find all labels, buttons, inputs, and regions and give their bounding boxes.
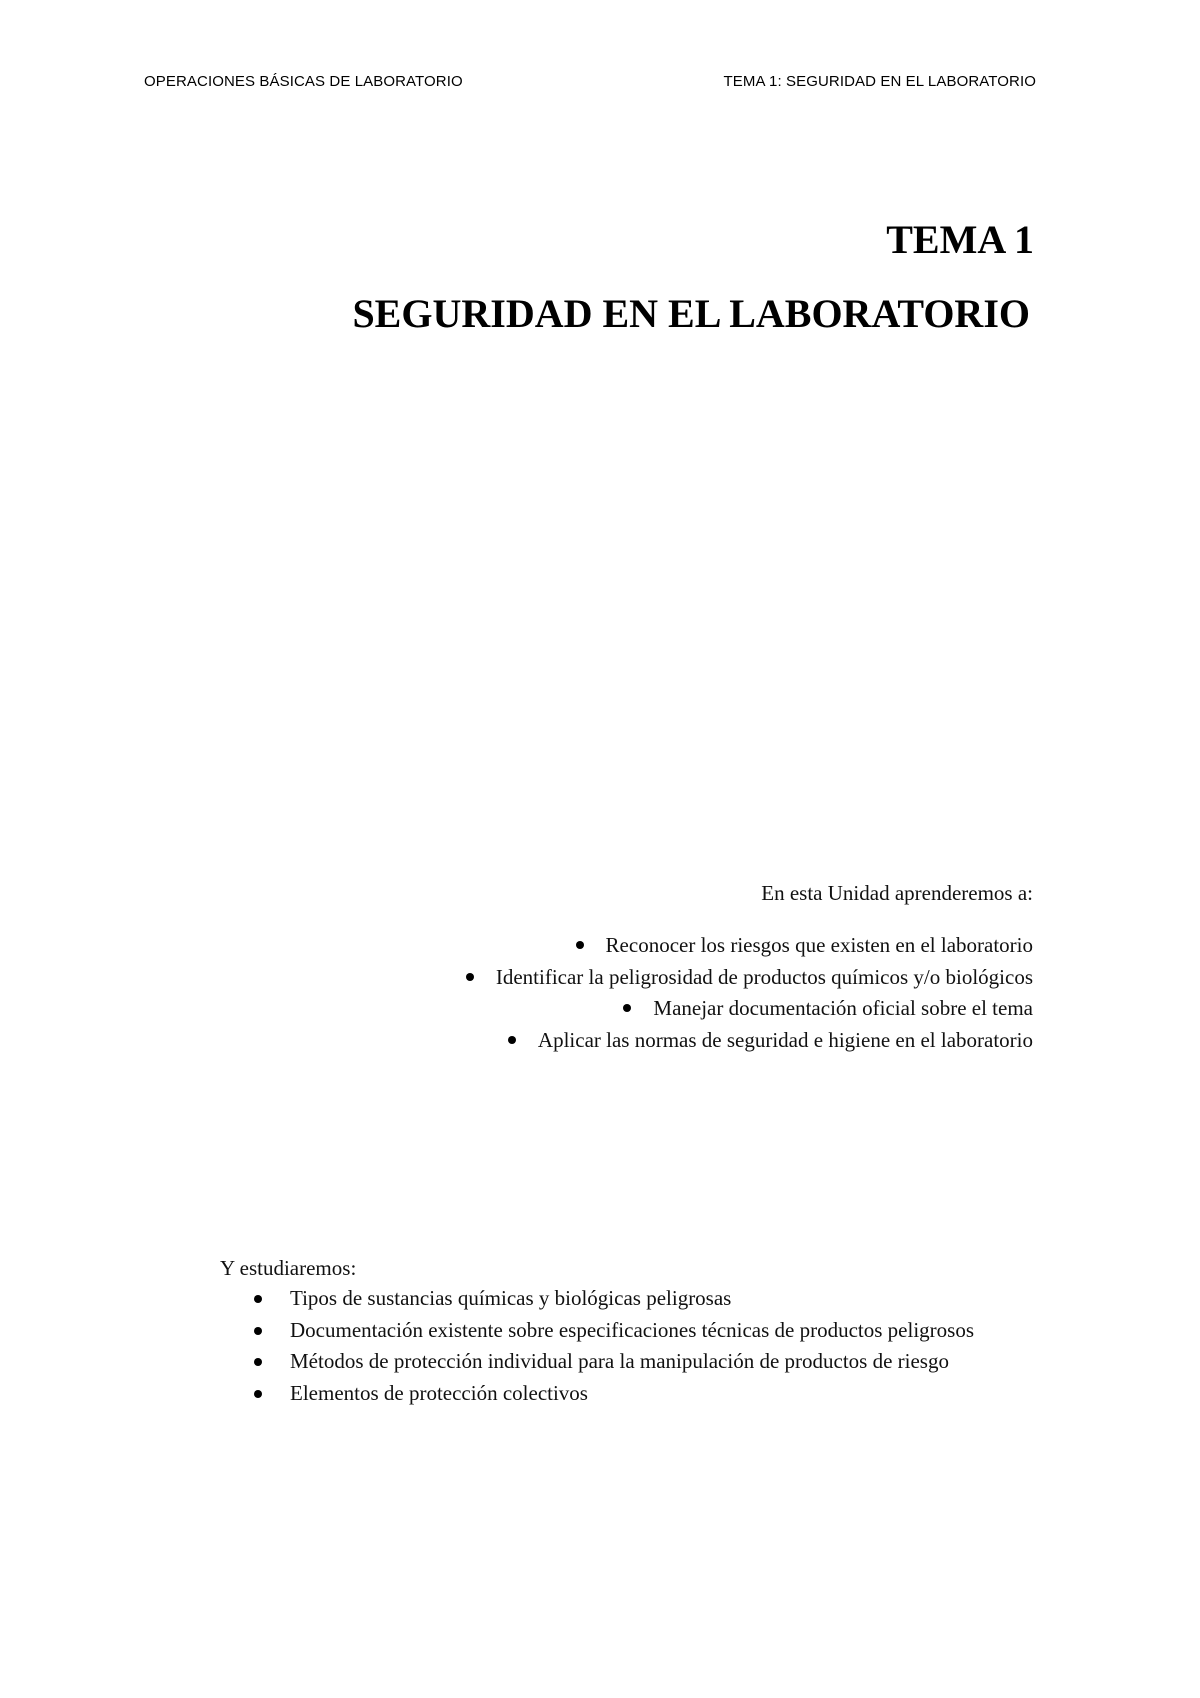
running-header-left: OPERACIONES BÁSICAS DE LABORATORIO <box>144 73 463 90</box>
bullet-icon <box>508 1036 516 1044</box>
bullet-icon <box>466 973 474 981</box>
topics-intro: Y estudiaremos: <box>220 1256 357 1280</box>
bullet-icon <box>254 1358 262 1366</box>
objective-item <box>466 930 1033 962</box>
topic-text: Tipos de sustancias químicas y biológicas peligrosas <box>290 1286 732 1310</box>
unit-number-title: TEMA 1 <box>886 217 1034 262</box>
topic-item <box>220 1346 1030 1378</box>
bullet-icon <box>623 1004 631 1012</box>
objective-item <box>466 993 1033 1025</box>
bullet-icon <box>254 1295 262 1303</box>
objective-text: Aplicar las normas de seguridad e higiene en el laboratorio <box>537 1027 1033 1052</box>
unit-title: SEGURIDAD EN EL LABORATORIO <box>352 291 1030 336</box>
topics-list <box>220 1283 1040 1409</box>
bullet-icon <box>254 1327 262 1335</box>
topic-text: Métodos de protección individual para la manipulación de productos de riesgo <box>290 1349 949 1373</box>
objective-item <box>466 1025 1033 1057</box>
topic-item <box>220 1283 1030 1315</box>
objective-text: Identificar la peligrosidad de productos químicos y/o biológicos <box>495 964 1033 989</box>
running-header-right: TEMA 1: SEGURIDAD EN EL LABORATORIO <box>723 73 1036 90</box>
objectives-list <box>466 930 1033 1056</box>
bullet-icon <box>254 1390 262 1398</box>
topic-text: Elementos de protección colectivos <box>290 1380 588 1405</box>
objective-text: Manejar documentación oficial sobre el tema <box>653 996 1033 1020</box>
topic-item <box>220 1315 1030 1347</box>
objective-text: Reconocer los riesgos que existen en el laboratorio <box>605 933 1033 957</box>
topic-text: Documentación existente sobre especificaciones técnicas de productos peligrosos <box>290 1317 975 1342</box>
objective-item <box>466 962 1033 994</box>
objectives-intro: En esta Unidad aprenderemos a: <box>761 881 1033 905</box>
bullet-icon <box>576 941 584 949</box>
topic-item <box>220 1378 1030 1410</box>
